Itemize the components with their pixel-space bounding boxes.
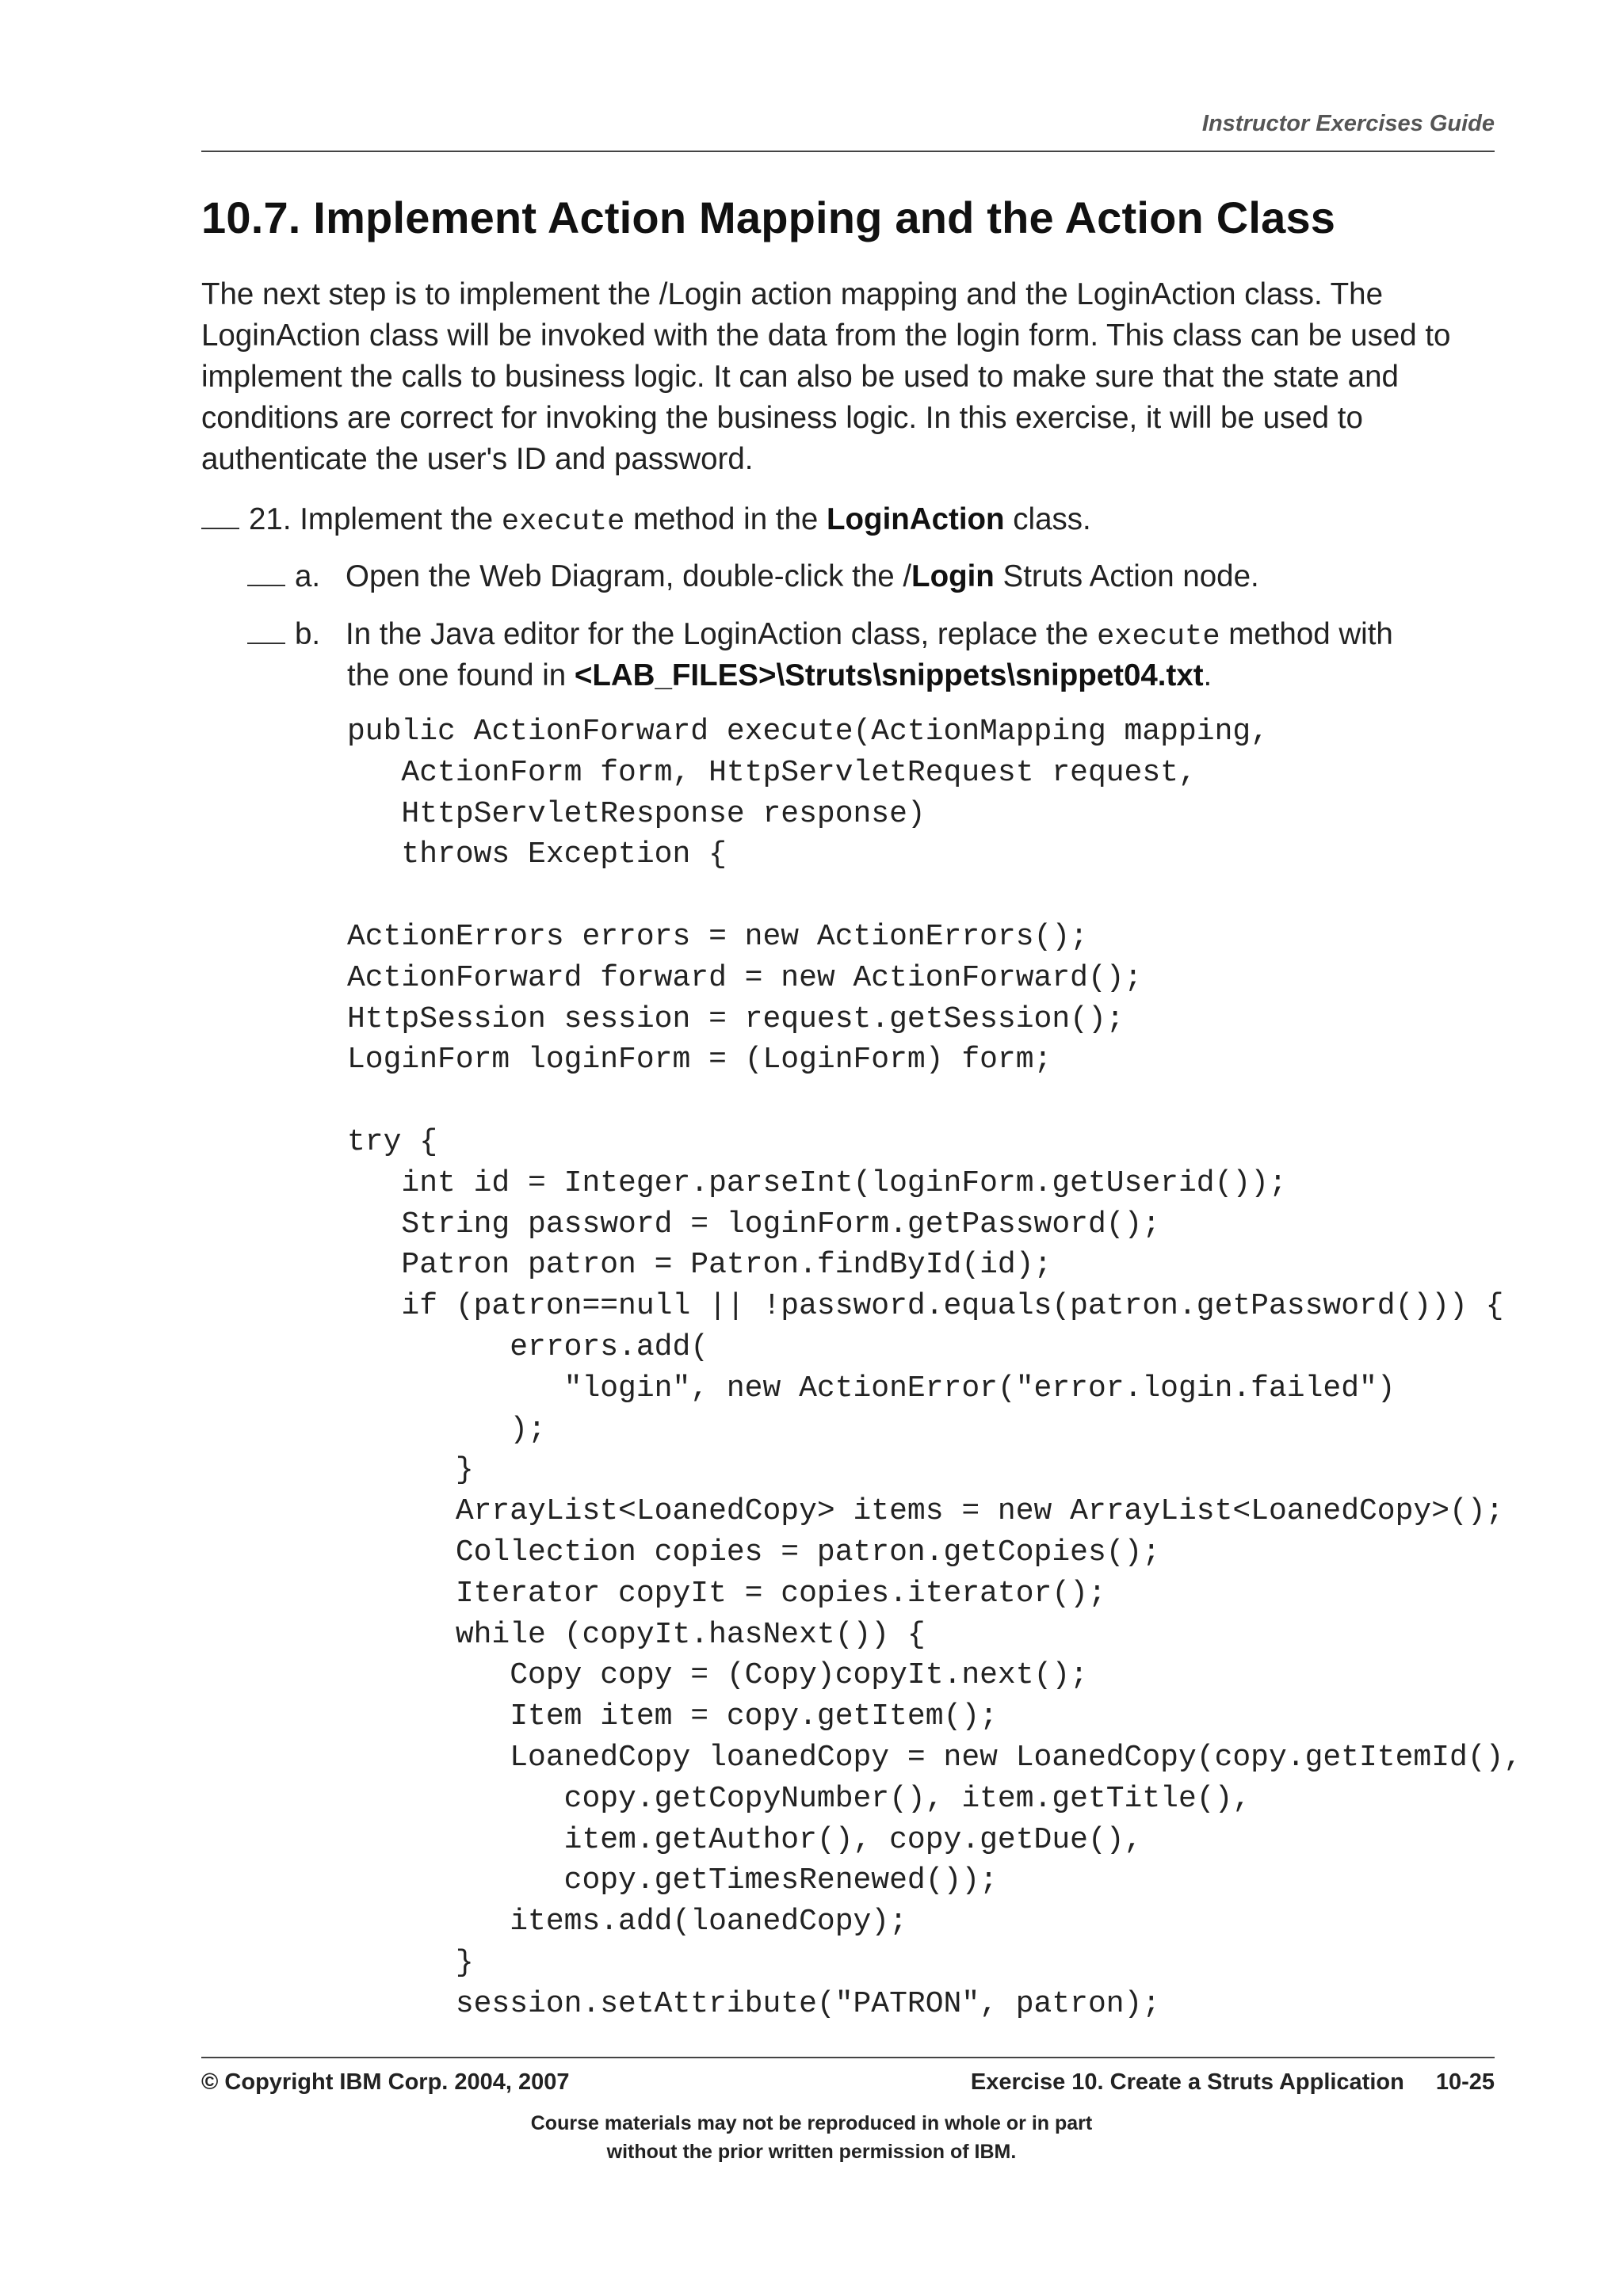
step-b-file-path: <LAB_FILES>\Struts\snippets\snippet04.txt: [574, 658, 1204, 692]
code-snippet: [347, 711, 1522, 2025]
code-line: session.setAttribute("PATRON", patron);: [347, 1986, 1161, 2021]
footer-divider: [201, 2057, 1495, 2058]
footer-notice-line-2: without the prior written permission of IBM.: [606, 2141, 1017, 2163]
code-line: Patron patron = Patron.findById(id);: [347, 1248, 1052, 1283]
footer-notice: [0, 2109, 1623, 2166]
code-line: items.add(loanedCopy);: [347, 1905, 907, 1939]
step-21: [201, 499, 1091, 543]
code-line: copy.getCopyNumber(), item.getTitle(),: [347, 1781, 1251, 1816]
code-line: throws Exception {: [347, 837, 727, 872]
code-line: try {: [347, 1124, 438, 1159]
step-b-line2-before: the one found in: [347, 658, 575, 692]
code-line: while (copyIt.hasNext()) {: [347, 1617, 926, 1652]
code-line: Copy copy = (Copy)copyIt.next();: [347, 1658, 1088, 1693]
step-21-code: execute: [501, 505, 625, 539]
header-guide-title: Instructor Exercises Guide: [1201, 111, 1495, 136]
footer-exercise-title: Exercise 10. Create a Struts Application: [970, 2069, 1404, 2095]
step-a-checkbox-blank[interactable]: [247, 556, 285, 586]
code-line: Iterator copyIt = copies.iterator();: [347, 1576, 1106, 1611]
step-b-code: execute: [1097, 620, 1220, 654]
step-21-text-after: class.: [1004, 502, 1091, 536]
header-divider: [201, 151, 1495, 152]
code-line: ActionForm form, HttpServletRequest request,: [347, 755, 1197, 790]
code-line: }: [347, 1945, 474, 1980]
code-line: Item item = copy.getItem();: [347, 1699, 998, 1734]
step-21-checkbox-blank[interactable]: [201, 499, 239, 529]
step-21-text-middle: method in the: [624, 502, 827, 536]
step-21-text-before: Implement the: [300, 502, 502, 536]
step-21-number: 21.: [249, 502, 292, 536]
step-b: [247, 614, 1393, 658]
step-21-bold: LoginAction: [827, 502, 1005, 536]
step-a-text-before: Open the Web Diagram, double-click the /: [346, 559, 912, 593]
code-line: errors.add(: [347, 1329, 709, 1364]
footer-page-number: 10-25: [1435, 2069, 1495, 2095]
step-b-letter: b.: [295, 617, 321, 651]
code-line: HttpSession session = request.getSession();: [347, 1001, 1125, 1036]
step-b-line2: [347, 655, 1212, 696]
code-line: copy.getTimesRenewed());: [347, 1863, 998, 1898]
step-a-letter: a.: [295, 559, 321, 593]
step-a-bold: Login: [911, 559, 995, 593]
code-line: String password = loginForm.getPassword();: [347, 1207, 1161, 1241]
step-b-text-after: method with: [1220, 617, 1393, 651]
code-line: int id = Integer.parseInt(loginForm.getUserid());: [347, 1165, 1287, 1200]
step-a: [247, 556, 1259, 597]
step-b-line2-after: .: [1203, 658, 1212, 692]
code-line: "login", new ActionError("error.login.failed"): [347, 1371, 1396, 1405]
code-line: LoanedCopy loanedCopy = new LoanedCopy(copy.getItemId(),: [347, 1740, 1522, 1775]
step-b-checkbox-blank[interactable]: [247, 614, 285, 644]
footer-copyright: © Copyright IBM Corp. 2004, 2007: [201, 2069, 570, 2095]
footer-exercise-info: [971, 2069, 1495, 2096]
code-line: LoginForm loginForm = (LoginForm) form;: [347, 1043, 1052, 1077]
code-line: ActionErrors errors = new ActionErrors();: [347, 919, 1088, 954]
step-b-text-before: In the Java editor for the LoginAction class, replace the: [346, 617, 1098, 651]
code-line: ActionForward forward = new ActionForward();: [347, 960, 1143, 995]
step-a-text-after: Struts Action node.: [994, 559, 1259, 593]
section-title: 10.7. Implement Action Mapping and the Action Class: [201, 193, 1336, 242]
code-line: }: [347, 1453, 474, 1488]
code-line: if (patron==null || !password.equals(patron.getPassword())) {: [347, 1289, 1504, 1324]
code-line: item.getAuthor(), copy.getDue(),: [347, 1822, 1143, 1857]
code-line: HttpServletResponse response): [347, 796, 926, 831]
code-line: public ActionForward execute(ActionMapping mapping,: [347, 715, 1269, 749]
intro-paragraph: The next step is to implement the /Login action mapping and the LoginAction class. The LoginAction class will be invoked with the data from the login form. This class can be used to implement the calls to business logic. It can also be used to make sure that the state and conditions are correct for invoking the business logic. In this exercise, it will be used to authenticate the user's ID and password.: [201, 277, 1451, 476]
code-line: );: [347, 1412, 546, 1447]
footer-notice-line-1: Course materials may not be reproduced in whole or in part: [530, 2112, 1093, 2134]
code-line: ArrayList<LoanedCopy> items = new ArrayList<LoanedCopy>();: [347, 1494, 1504, 1529]
code-line: Collection copies = patron.getCopies();: [347, 1535, 1161, 1569]
